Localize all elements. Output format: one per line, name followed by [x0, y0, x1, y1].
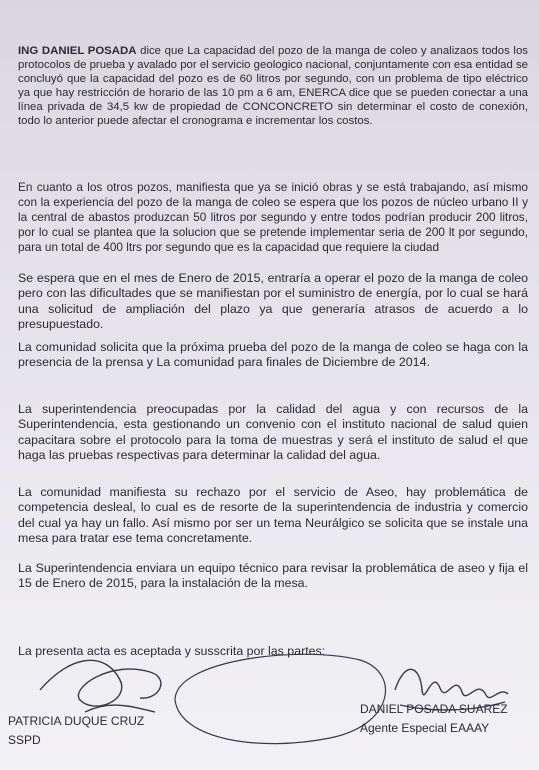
signature-left — [8, 712, 144, 750]
closing-statement: La presenta acta es aceptada y susscrita por las partes: — [18, 644, 326, 658]
signature-left-scribble — [40, 660, 161, 712]
signature-center-oval — [175, 654, 385, 743]
paragraph-4: La comunidad solicita que la próxima prueba del pozo de la manga de coleo se haga con la presencia de la prensa y La comunidad para finales de Diciembre de 2014. — [18, 340, 528, 370]
signer-right-role: Agente Especial EAAAY — [360, 721, 490, 735]
signer-left-org: SSPD — [8, 733, 41, 747]
signer-right-name: DANIEL POSADA SUAREZ — [360, 702, 508, 716]
paragraph-5: La superintendencia preocupadas por la calidad del agua y con recursos de la Superintendencia, esta gestionando un convenio con el instituto nacional de salud quien capacitara sobre el protocolo para la toma de muestras y será el instituto de salud el que haga las pruebas respectivas para determinar la calidad del agua. — [18, 402, 528, 463]
signer-left-name: PATRICIA DUQUE CRUZ — [8, 714, 145, 728]
paragraph-6: La comunidad manifiesta su rechazo por el servicio de Aseo, hay problemática de competencia desleal, lo cual es de resorte de la superintendencia de industria y comercio del cual ya hay un fallo. Así mismo por ser un tema Neurálgico se solicita que se instale una mesa para tratar ese tema concretamente. — [18, 485, 528, 546]
paragraph-7: La Superintendencia enviara un equipo técnico para revisar la problemática de aseo y fija el 15 de Enero de 2015, para la instalación de la mesa. — [18, 561, 528, 591]
paragraph-1-text: dice que La capacidad del pozo de la manga de coleo y analizaos todos los protocolos de prueba y avalado por el servicio geologico nacional, conjuntamente con esa entidad se concluyó que la capacidad del pozo es de 60 litros por segundo, con un problema de tipo eléctrico ya que hay restricción de horario de las 10 pm a 6 am, ENERCA dice que se pueden conectar a una línea privada de 34,5 kw de propiedad de CONCONCRETO sin determinar el costo de conexión, todo lo anterior puede afectar el cronograma e incrementar los costos. — [18, 45, 528, 127]
paragraph-3: Se espera que en el mes de Enero de 2015, entraría a operar el pozo de la manga de coleo pero con las dificultades que se manifiestan por el suministro de energía, por lo cual se hará una solicitud de ampliación del plazo ya que generaría atrasos de acuerdo a lo presupuestado. — [18, 271, 528, 332]
speaker-name: ING DANIEL POSADA — [18, 45, 137, 57]
signature-right — [360, 700, 508, 738]
paragraph-2: En cuanto a los otros pozos, manifiesta que ya se inició obras y se está trabajando, así mismo con la experiencia del pozo de la manga de coleo se espera que los pozos de núcleo urbano II y la central de abastos produzcan 50 litros por segundo y entre todos podrían producir 200 litros, por lo cual se plantea que la solucion que se pretende implementar seria de 200 lt por segundo, para un total de 400 ltrs por segundo que es la capacidad que requiere la ciudad — [18, 180, 528, 254]
